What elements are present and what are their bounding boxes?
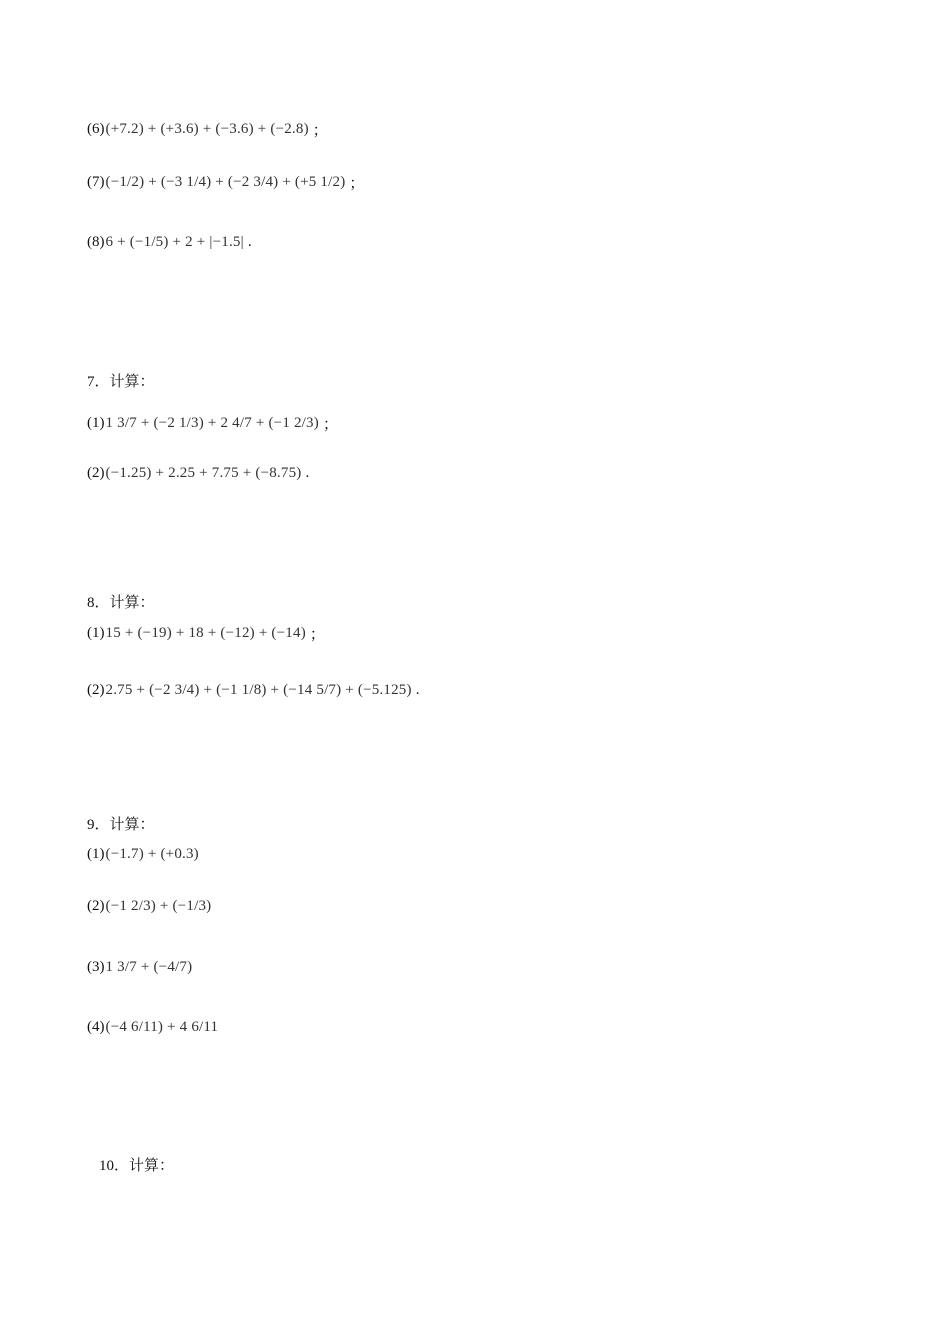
part-label: (2)	[87, 898, 105, 914]
part-label: (3)	[87, 959, 105, 975]
math-expression: (−1 2/3) + (−1/3)	[105, 898, 212, 914]
punctuation: .	[247, 234, 252, 250]
problem-8-part-2	[87, 682, 419, 699]
problem-7-heading: 7．计算：	[87, 374, 155, 390]
part-label: (1)	[87, 415, 105, 431]
math-expression: (−1/2) + (−3 1/4) + (−2 3/4) + (+5 1/2)	[105, 174, 346, 190]
part-label: (2)	[87, 682, 105, 698]
problem-9-part-4	[87, 1019, 218, 1036]
math-expression: (+7.2) + (+3.6) + (−3.6) + (−2.8)	[105, 121, 309, 137]
part-label: (2)	[87, 465, 105, 481]
math-expression: 2.75 + (−2 3/4) + (−1 1/8) + (−14 5/7) + (−5.125)	[105, 682, 412, 698]
math-expression: (−1.25) + 2.25 + 7.75 + (−8.75)	[105, 465, 302, 481]
part-label: (4)	[87, 1019, 105, 1035]
problem-6-part-8	[87, 234, 252, 251]
part-label: (1)	[87, 846, 105, 862]
problem-8-heading: 8．计算：	[87, 595, 155, 611]
math-expression: (−1.7) + (+0.3)	[105, 846, 199, 862]
math-expression: 6 + (−1/5) + 2 + |−1.5|	[105, 234, 244, 250]
problem-9-heading: 9．计算：	[87, 817, 155, 833]
problem-7-part-1	[87, 413, 338, 434]
punctuation: .	[415, 682, 420, 698]
part-label: (7)	[87, 174, 105, 190]
problem-10-heading: 10．计算：	[99, 1158, 175, 1174]
math-expression: 1 3/7 + (−2 1/3) + 2 4/7 + (−1 2/3)	[105, 415, 319, 431]
math-expression: 15 + (−19) + 18 + (−12) + (−14)	[105, 625, 306, 641]
problem-6-part-7	[87, 172, 364, 193]
problem-7-part-2	[87, 465, 309, 482]
math-expression: (−4 6/11) + 4 6/11	[105, 1019, 219, 1035]
punctuation: ；	[349, 176, 365, 192]
problem-8-part-1	[87, 623, 325, 644]
punctuation: ；	[312, 123, 328, 139]
punctuation: .	[305, 465, 310, 481]
punctuation: ；	[309, 627, 325, 643]
problem-6-part-6	[87, 119, 328, 140]
math-expression: 1 3/7 + (−4/7)	[105, 959, 193, 975]
part-label: (8)	[87, 234, 105, 250]
problem-9-part-2	[87, 898, 211, 915]
part-label: (6)	[87, 121, 105, 137]
problem-9-part-1	[87, 846, 199, 863]
punctuation: ；	[322, 417, 338, 433]
part-label: (1)	[87, 625, 105, 641]
problem-9-part-3	[87, 959, 192, 976]
